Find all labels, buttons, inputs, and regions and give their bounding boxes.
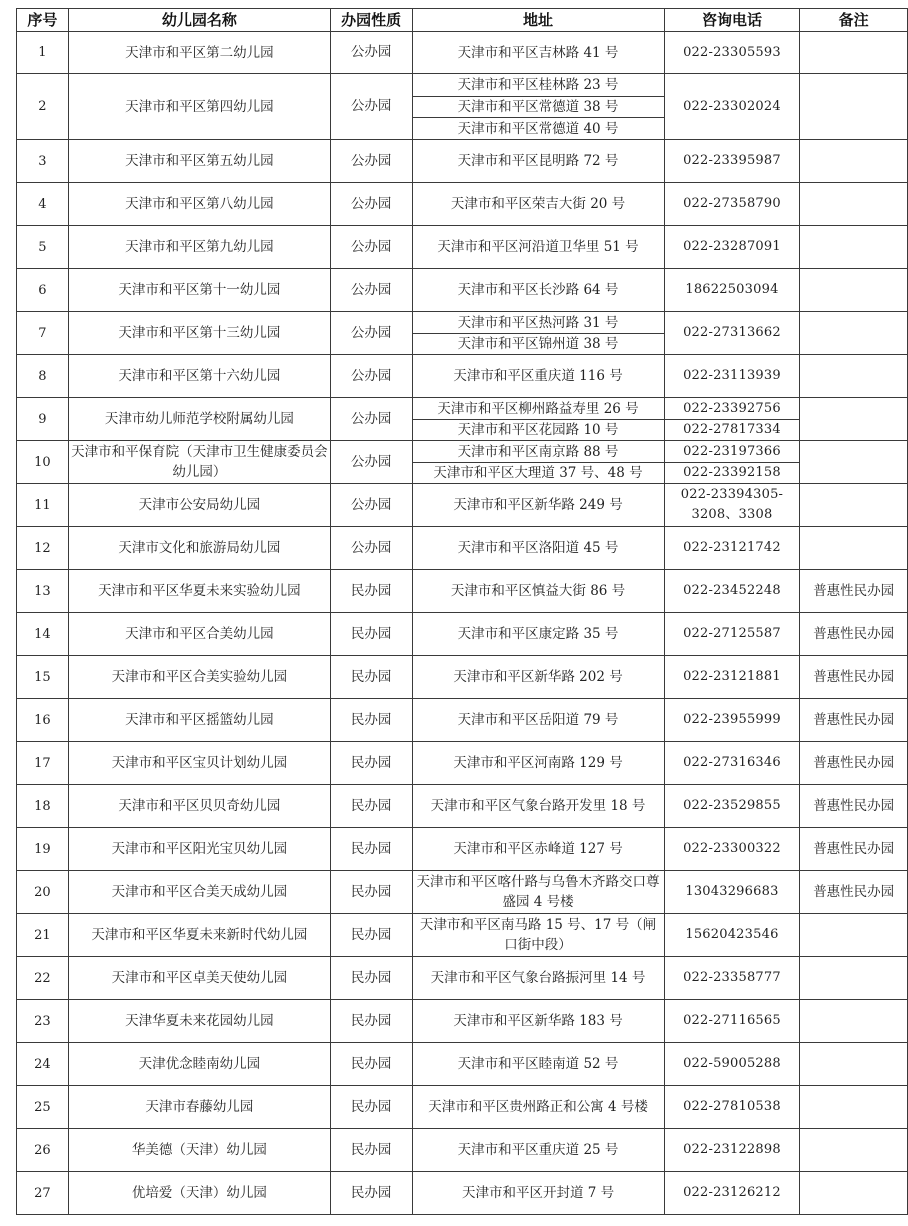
cell-address: 天津市和平区喀什路与乌鲁木齐路交口尊盛园 4 号楼 [412,871,664,914]
cell-address: 天津市和平区河南路 129 号 [412,742,664,785]
kindergarten-table [16,8,908,1215]
cell-remarks [800,914,908,957]
table-row [17,355,908,398]
cell-school-type: 民办园 [330,1086,412,1129]
cell-phone: 022-23113939 [664,355,800,398]
cell-school-type: 民办园 [330,957,412,1000]
cell-school-type: 公办园 [330,32,412,74]
cell-kindergarten-name: 天津市和平区合美天成幼儿园 [68,871,330,914]
cell-remarks: 普惠性民办园 [800,785,908,828]
table-row [17,914,908,957]
cell-phone: 022-23529855 [664,785,800,828]
cell-school-type: 民办园 [330,656,412,699]
cell-serial-number: 10 [17,441,69,484]
cell-address: 天津市和平区气象台路振河里 14 号 [412,957,664,1000]
table-row [17,74,908,140]
table-row [17,742,908,785]
cell-address: 天津市和平区开封道 7 号 [412,1172,664,1215]
cell-kindergarten-name: 天津市和平区摇篮幼儿园 [68,699,330,742]
cell-serial-number: 26 [17,1129,69,1172]
table-row [17,226,908,269]
cell-school-type: 公办园 [330,74,412,140]
table-row [17,785,908,828]
cell-phone: 022-23121742 [664,527,800,570]
cell-address: 天津市和平区洛阳道 45 号 [412,527,664,570]
table-row [17,1129,908,1172]
header-school-type: 办园性质 [330,9,412,32]
cell-address: 天津市和平区慎益大街 86 号 [412,570,664,613]
cell-phone: 022-23955999 [664,699,800,742]
cell-phone: 13043296683 [664,871,800,914]
cell-remarks [800,355,908,398]
cell-school-type: 公办园 [330,527,412,570]
cell-school-type: 民办园 [330,1129,412,1172]
cell-school-type: 民办园 [330,871,412,914]
header-serial-number: 序号 [17,9,69,32]
cell-address [412,398,664,441]
header-kindergarten-name: 幼儿园名称 [68,9,330,32]
table-row [17,269,908,312]
cell-kindergarten-name: 天津市和平区第十一幼儿园 [68,269,330,312]
cell-address: 天津市和平区新华路 249 号 [412,484,664,527]
cell-remarks [800,140,908,183]
table-row [17,613,908,656]
cell-serial-number: 22 [17,957,69,1000]
cell-serial-number: 18 [17,785,69,828]
table-row [17,140,908,183]
cell-school-type: 公办园 [330,355,412,398]
cell-address: 天津市和平区睦南道 52 号 [412,1043,664,1086]
cell-remarks: 普惠性民办园 [800,699,908,742]
cell-phone: 022-23358777 [664,957,800,1000]
cell-kindergarten-name: 天津市和平区华夏未来实验幼儿园 [68,570,330,613]
cell-remarks [800,1129,908,1172]
address-line: 天津市和平区常德道 40 号 [413,117,664,139]
cell-phone: 022-23300322 [664,828,800,871]
cell-remarks [800,398,908,441]
cell-school-type: 公办园 [330,269,412,312]
cell-kindergarten-name: 天津市和平区第九幼儿园 [68,226,330,269]
phone-line: 022-27817334 [665,419,800,440]
cell-serial-number: 14 [17,613,69,656]
cell-address: 天津市和平区河沿道卫华里 51 号 [412,226,664,269]
cell-kindergarten-name: 天津市和平区第十六幼儿园 [68,355,330,398]
cell-address: 天津市和平区康定路 35 号 [412,613,664,656]
cell-school-type: 民办园 [330,699,412,742]
cell-serial-number: 19 [17,828,69,871]
cell-serial-number: 6 [17,269,69,312]
cell-school-type: 民办园 [330,914,412,957]
cell-serial-number: 7 [17,312,69,355]
cell-serial-number: 17 [17,742,69,785]
cell-serial-number: 12 [17,527,69,570]
cell-remarks [800,527,908,570]
cell-kindergarten-name: 天津市和平区卓美天使幼儿园 [68,957,330,1000]
header-address: 地址 [412,9,664,32]
table-row [17,570,908,613]
cell-serial-number: 11 [17,484,69,527]
cell-phone: 022-27358790 [664,183,800,226]
cell-school-type: 公办园 [330,140,412,183]
cell-serial-number: 2 [17,74,69,140]
cell-kindergarten-name: 天津市和平区宝贝计划幼儿园 [68,742,330,785]
cell-serial-number: 27 [17,1172,69,1215]
cell-kindergarten-name: 天津市和平区合美幼儿园 [68,613,330,656]
address-line: 天津市和平区花园路 10 号 [413,419,664,440]
cell-serial-number: 21 [17,914,69,957]
cell-school-type: 民办园 [330,742,412,785]
kindergarten-table-container [16,8,908,1215]
cell-phone: 022-23305593 [664,32,800,74]
cell-remarks [800,1172,908,1215]
cell-kindergarten-name: 天津市和平区第十三幼儿园 [68,312,330,355]
cell-serial-number: 5 [17,226,69,269]
table-row [17,484,908,527]
cell-remarks [800,441,908,484]
table-row [17,1086,908,1129]
phone-line: 022-23392158 [665,462,800,483]
cell-school-type: 公办园 [330,183,412,226]
cell-remarks [800,74,908,140]
cell-kindergarten-name: 天津市和平区贝贝奇幼儿园 [68,785,330,828]
cell-address: 天津市和平区吉林路 41 号 [412,32,664,74]
table-row [17,527,908,570]
address-line: 天津市和平区柳州路益寿里 26 号 [437,400,639,417]
cell-school-type: 民办园 [330,1172,412,1215]
cell-school-type: 民办园 [330,613,412,656]
cell-phone: 022-27116565 [664,1000,800,1043]
cell-remarks [800,1086,908,1129]
cell-phone: 022-23452248 [664,570,800,613]
cell-remarks [800,957,908,1000]
cell-kindergarten-name: 天津优念睦南幼儿园 [68,1043,330,1086]
cell-phone: 022-27125587 [664,613,800,656]
cell-kindergarten-name: 优培爱（天津）幼儿园 [68,1172,330,1215]
cell-address [412,74,664,140]
cell-serial-number: 13 [17,570,69,613]
cell-school-type: 公办园 [330,484,412,527]
table-row [17,871,908,914]
cell-serial-number: 9 [17,398,69,441]
address-line: 天津市和平区大理道 37 号、48 号 [413,462,664,483]
phone-line: 022-23392756 [683,400,781,416]
cell-kindergarten-name: 天津市幼儿师范学校附属幼儿园 [68,398,330,441]
cell-address: 天津市和平区重庆道 116 号 [412,355,664,398]
cell-remarks [800,183,908,226]
cell-address: 天津市和平区新华路 202 号 [412,656,664,699]
cell-phone: 022-27313662 [664,312,800,355]
cell-phone: 022-23287091 [664,226,800,269]
cell-phone: 022-27316346 [664,742,800,785]
cell-phone: 022-23395987 [664,140,800,183]
cell-address [412,441,664,484]
cell-school-type: 民办园 [330,828,412,871]
cell-kindergarten-name: 天津市和平区第五幼儿园 [68,140,330,183]
cell-serial-number: 16 [17,699,69,742]
cell-phone [664,441,800,484]
cell-phone: 18622503094 [664,269,800,312]
cell-remarks [800,226,908,269]
table-row [17,656,908,699]
cell-school-type: 民办园 [330,785,412,828]
header-remarks: 备注 [800,9,908,32]
table-row [17,398,908,441]
cell-remarks: 普惠性民办园 [800,828,908,871]
cell-kindergarten-name: 天津市春藤幼儿园 [68,1086,330,1129]
cell-phone: 022-23122898 [664,1129,800,1172]
table-row [17,1000,908,1043]
cell-address [412,312,664,355]
table-body [17,32,908,1215]
cell-remarks [800,312,908,355]
table-row [17,699,908,742]
cell-remarks [800,484,908,527]
cell-address: 天津市和平区昆明路 72 号 [412,140,664,183]
table-row [17,32,908,74]
table-row [17,1043,908,1086]
cell-serial-number: 25 [17,1086,69,1129]
table-row [17,312,908,355]
cell-kindergarten-name: 天津市和平保育院（天津市卫生健康委员会幼儿园） [68,441,330,484]
cell-phone: 022-59005288 [664,1043,800,1086]
cell-address: 天津市和平区新华路 183 号 [412,1000,664,1043]
table-row [17,183,908,226]
cell-serial-number: 4 [17,183,69,226]
cell-phone: 022-23126212 [664,1172,800,1215]
cell-phone: 15620423546 [664,914,800,957]
cell-remarks [800,1043,908,1086]
address-line: 天津市和平区桂林路 23 号 [457,76,619,93]
address-line: 天津市和平区锦州道 38 号 [413,333,664,354]
cell-serial-number: 3 [17,140,69,183]
cell-kindergarten-name: 天津市和平区合美实验幼儿园 [68,656,330,699]
cell-phone: 022-27810538 [664,1086,800,1129]
cell-serial-number: 24 [17,1043,69,1086]
cell-remarks: 普惠性民办园 [800,613,908,656]
cell-kindergarten-name: 天津市文化和旅游局幼儿园 [68,527,330,570]
cell-address: 天津市和平区岳阳道 79 号 [412,699,664,742]
cell-remarks: 普惠性民办园 [800,656,908,699]
cell-kindergarten-name: 天津市和平区第二幼儿园 [68,32,330,74]
cell-phone: 022-23394305-3208、3308 [664,484,800,527]
cell-address: 天津市和平区长沙路 64 号 [412,269,664,312]
header-phone: 咨询电话 [664,9,800,32]
cell-serial-number: 20 [17,871,69,914]
cell-school-type: 民办园 [330,1043,412,1086]
cell-address: 天津市和平区赤峰道 127 号 [412,828,664,871]
cell-phone [664,398,800,441]
cell-kindergarten-name: 天津华夏未来花园幼儿园 [68,1000,330,1043]
cell-address: 天津市和平区南马路 15 号、17 号（闸口街中段） [412,914,664,957]
cell-school-type: 公办园 [330,312,412,355]
table-row [17,828,908,871]
table-header-row [17,9,908,32]
cell-remarks [800,269,908,312]
cell-kindergarten-name: 华美德（天津）幼儿园 [68,1129,330,1172]
cell-school-type: 民办园 [330,1000,412,1043]
cell-kindergarten-name: 天津市和平区阳光宝贝幼儿园 [68,828,330,871]
cell-kindergarten-name: 天津市和平区第八幼儿园 [68,183,330,226]
address-line: 天津市和平区南京路 88 号 [457,443,619,460]
cell-remarks: 普惠性民办园 [800,871,908,914]
cell-serial-number: 15 [17,656,69,699]
cell-serial-number: 23 [17,1000,69,1043]
cell-serial-number: 1 [17,32,69,74]
cell-address: 天津市和平区气象台路开发里 18 号 [412,785,664,828]
cell-school-type: 公办园 [330,226,412,269]
cell-school-type: 公办园 [330,398,412,441]
cell-kindergarten-name: 天津市和平区华夏未来新时代幼儿园 [68,914,330,957]
cell-phone: 022-23121881 [664,656,800,699]
cell-remarks: 普惠性民办园 [800,570,908,613]
cell-address: 天津市和平区荣吉大街 20 号 [412,183,664,226]
cell-remarks [800,1000,908,1043]
cell-address: 天津市和平区重庆道 25 号 [412,1129,664,1172]
cell-phone: 022-23302024 [664,74,800,140]
address-line: 天津市和平区常德道 38 号 [413,96,664,118]
cell-remarks [800,32,908,74]
cell-serial-number: 8 [17,355,69,398]
cell-school-type: 民办园 [330,570,412,613]
cell-remarks: 普惠性民办园 [800,742,908,785]
table-row [17,957,908,1000]
cell-kindergarten-name: 天津市公安局幼儿园 [68,484,330,527]
table-row [17,1172,908,1215]
cell-school-type: 公办园 [330,441,412,484]
phone-line: 022-23197366 [683,443,781,459]
table-row [17,441,908,484]
cell-kindergarten-name: 天津市和平区第四幼儿园 [68,74,330,140]
cell-address: 天津市和平区贵州路正和公寓 4 号楼 [412,1086,664,1129]
address-line: 天津市和平区热河路 31 号 [457,314,619,331]
